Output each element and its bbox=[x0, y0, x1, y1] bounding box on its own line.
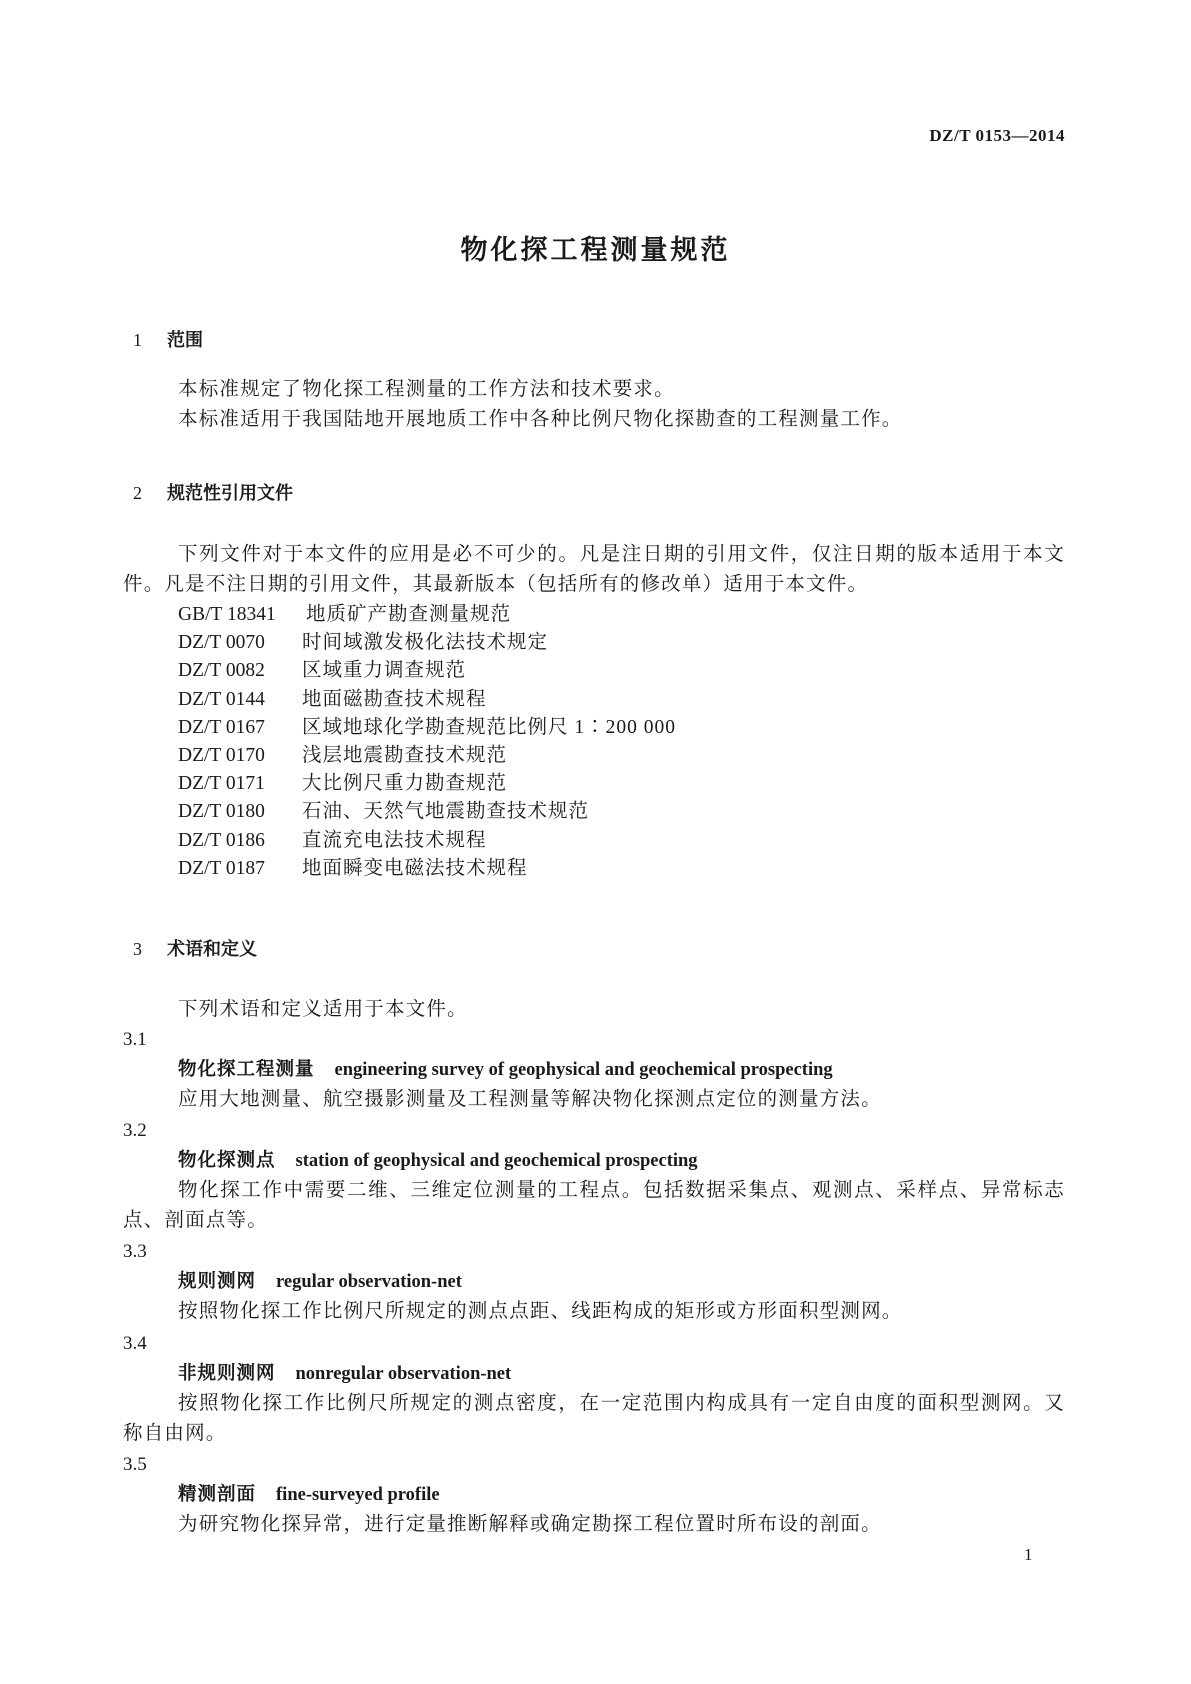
paragraph: 下列文件对于本文件的应用是必不可少的。凡是注日期的引用文件，仅注日期的版本适用于本文件。凡是不注日期的引用文件，其最新版本（包括所有的修改单）适用于本文件。 bbox=[123, 544, 1065, 595]
section-number: 2 bbox=[133, 483, 142, 503]
section-title: 规范性引用文件 bbox=[167, 483, 293, 504]
reference-title: 区域地球化学勘查规范比例尺 1∶200 000 bbox=[302, 716, 677, 738]
term-zh: 非规则测网 bbox=[178, 1363, 276, 1384]
clause-number: 3.1 bbox=[123, 1029, 147, 1050]
reference-code: DZ/T 0070 bbox=[178, 632, 265, 654]
term-en: station of geophysical and geochemical prospecting bbox=[295, 1151, 698, 1171]
reference-code: DZ/T 0144 bbox=[178, 688, 265, 710]
term-entry bbox=[178, 1480, 440, 1510]
reference-item bbox=[178, 797, 589, 827]
term-entry bbox=[178, 1146, 698, 1176]
reference-title: 直流充电法技术规程 bbox=[302, 829, 487, 851]
reference-title: 浅层地震勘查技术规范 bbox=[302, 745, 508, 766]
term-zh: 规则测网 bbox=[178, 1271, 257, 1292]
term-entry bbox=[178, 1359, 511, 1389]
reference-item bbox=[178, 741, 507, 771]
reference-item bbox=[178, 628, 548, 658]
reference-item bbox=[178, 713, 676, 743]
term-definition: 按照物化探工作比例尺所规定的测点点距、线距构成的矩形或方形面积型测网。 bbox=[178, 1301, 903, 1322]
term-en: regular observation-net bbox=[276, 1272, 462, 1292]
clause-number: 3.2 bbox=[123, 1120, 147, 1141]
section-number: 3 bbox=[133, 939, 142, 959]
document-title: 物化探工程测量规范 bbox=[460, 235, 731, 266]
page-number: 1 bbox=[1024, 1545, 1033, 1564]
reference-title: 石油、天然气地震勘查技术规范 bbox=[302, 801, 590, 823]
term-en: nonregular observation-net bbox=[295, 1364, 512, 1384]
reference-item bbox=[178, 769, 507, 799]
term-entry bbox=[178, 1055, 833, 1085]
clause-number: 3.5 bbox=[123, 1454, 147, 1475]
reference-code: DZ/T 0171 bbox=[178, 773, 265, 795]
paragraph: 本标准适用于我国陆地开展地质工作中各种比例尺物化探勘查的工程测量工作。 bbox=[178, 409, 903, 430]
reference-code: DZ/T 0180 bbox=[178, 801, 265, 823]
reference-title: 地面磁勘查技术规程 bbox=[302, 688, 487, 710]
term-en: engineering survey of geophysical and geochemical prospecting bbox=[334, 1060, 833, 1080]
term-definition: 应用大地测量、航空摄影测量及工程测量等解决物化探测点定位的测量方法。 bbox=[178, 1089, 882, 1110]
section-title: 范围 bbox=[167, 330, 203, 351]
reference-code: DZ/T 0187 bbox=[178, 857, 265, 879]
reference-item bbox=[178, 826, 487, 856]
paragraph: 本标准规定了物化探工程测量的工作方法和技术要求。 bbox=[178, 379, 675, 400]
term-entry bbox=[178, 1267, 462, 1297]
standard-number: DZ/T 0153—2014 bbox=[929, 126, 1065, 145]
reference-title: 地面瞬变电磁法技术规程 bbox=[302, 857, 528, 879]
section-heading-1 bbox=[133, 326, 203, 352]
reference-code: DZ/T 0170 bbox=[178, 745, 265, 766]
reference-code: GB/T 18341 bbox=[178, 604, 276, 625]
reference-item bbox=[178, 656, 466, 686]
term-zh: 物化探测点 bbox=[178, 1150, 276, 1171]
reference-item bbox=[178, 854, 528, 884]
reference-item bbox=[178, 685, 487, 715]
reference-code: DZ/T 0186 bbox=[178, 829, 265, 851]
term-definition: 按照物化探工作比例尺所规定的测点密度，在一定范围内构成具有一定自由度的面积型测网。又称自由网。 bbox=[123, 1393, 1065, 1444]
reference-item bbox=[178, 600, 511, 630]
clause-number: 3.3 bbox=[123, 1241, 147, 1262]
reference-code: DZ/T 0167 bbox=[178, 716, 265, 738]
reference-title: 时间域激发极化法技术规定 bbox=[302, 632, 549, 654]
term-definition: 为研究物化探异常，进行定量推断解释或确定勘探工程位置时所布设的剖面。 bbox=[178, 1514, 882, 1535]
clause-number: 3.4 bbox=[123, 1333, 147, 1354]
paragraph: 下列术语和定义适用于本文件。 bbox=[178, 999, 468, 1020]
reference-code: DZ/T 0082 bbox=[178, 660, 265, 682]
reference-title: 大比例尺重力勘查规范 bbox=[302, 773, 508, 795]
reference-title: 地质矿产勘查测量规范 bbox=[306, 604, 512, 625]
section-title: 术语和定义 bbox=[167, 939, 257, 960]
reference-title: 区域重力调查规范 bbox=[302, 660, 467, 682]
section-number: 1 bbox=[133, 330, 142, 350]
term-zh: 物化探工程测量 bbox=[178, 1059, 315, 1080]
section-heading-3 bbox=[133, 935, 257, 961]
term-en: fine-surveyed profile bbox=[276, 1485, 440, 1505]
section-heading-2 bbox=[133, 479, 293, 505]
term-zh: 精测剖面 bbox=[178, 1484, 257, 1505]
term-definition: 物化探工作中需要二维、三维定位测量的工程点。包括数据采集点、观测点、采样点、异常标志点、剖面点等。 bbox=[123, 1180, 1065, 1231]
